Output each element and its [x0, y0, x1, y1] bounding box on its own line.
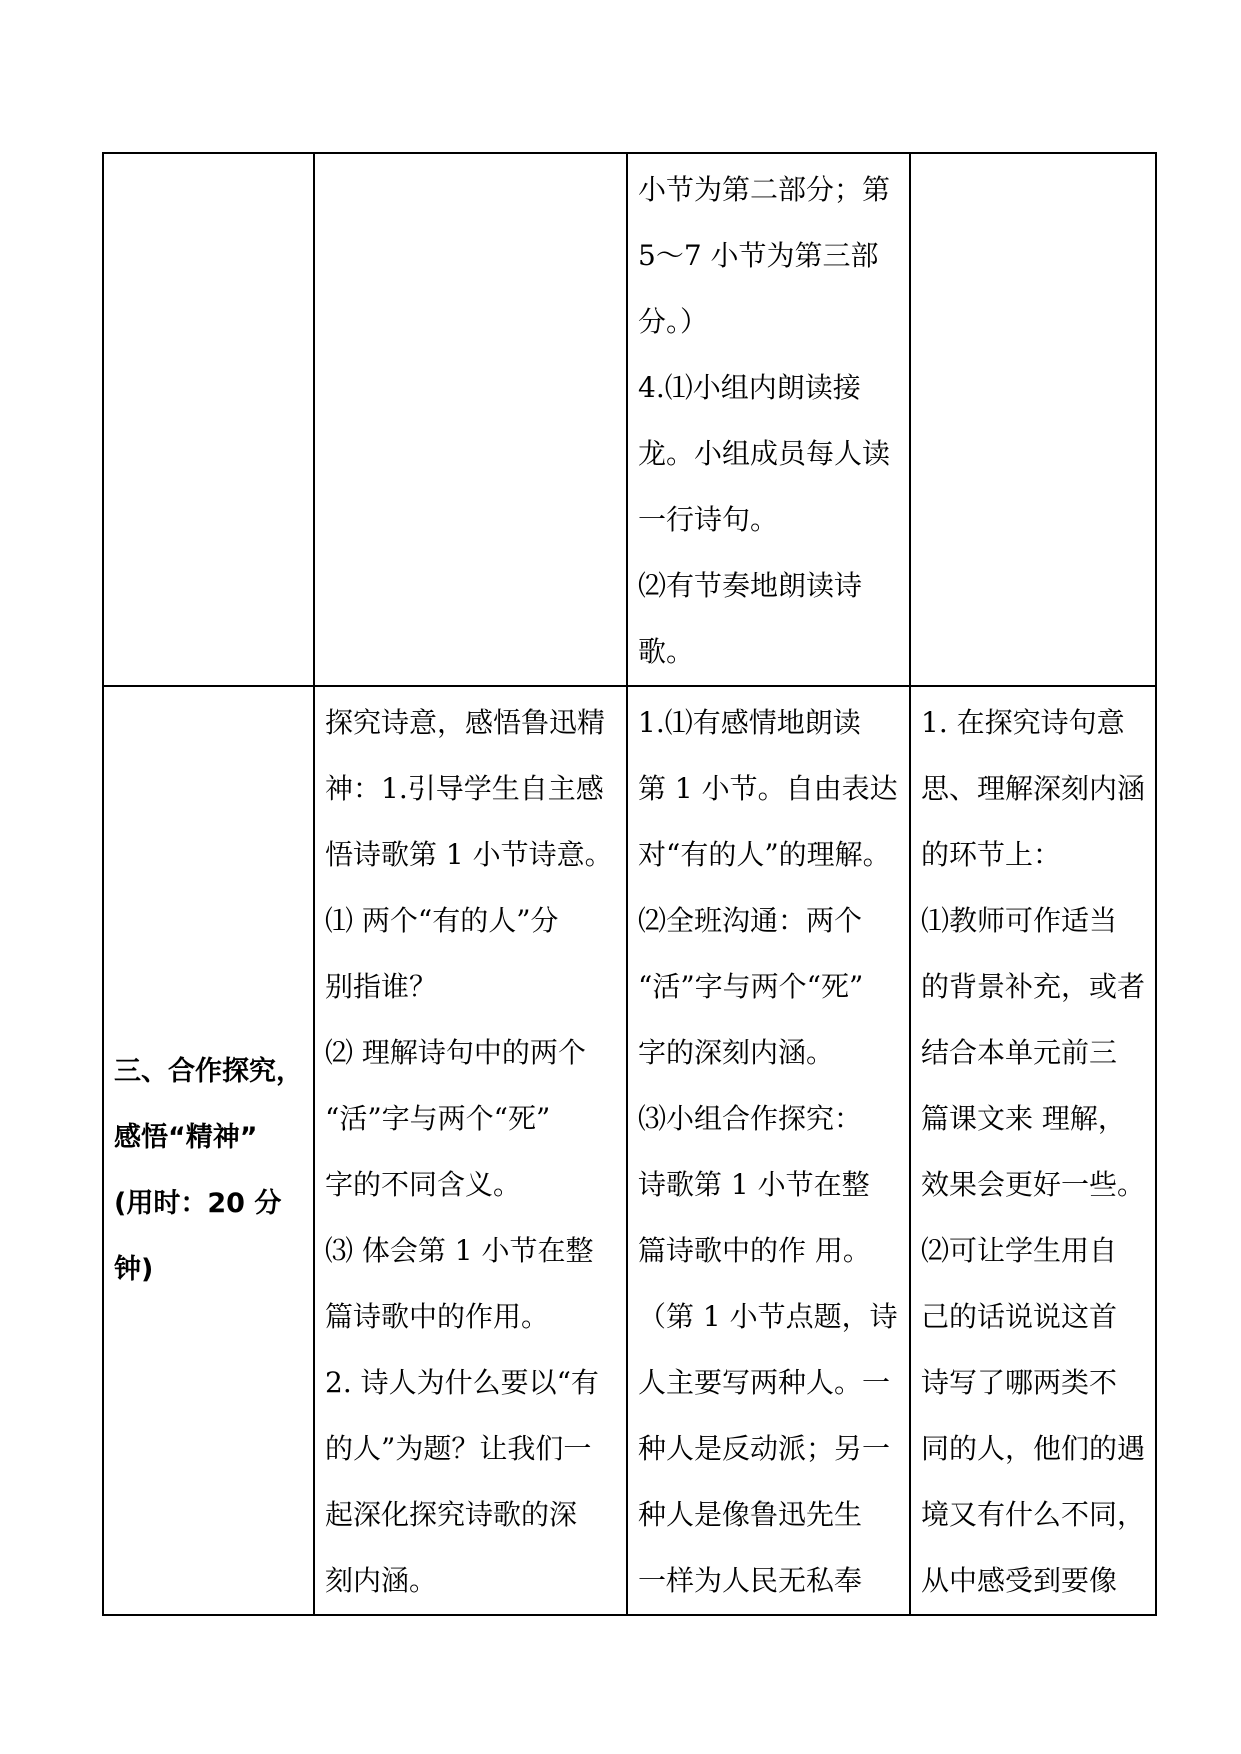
text-line: ⑶ 体会第 1 小节在整 — [325, 1234, 594, 1267]
table-cell-student-activity — [627, 153, 910, 686]
text-line: 三、合作探究， — [114, 1055, 303, 1087]
table-cell-teacher-activity — [314, 153, 627, 686]
text-line: 种人是反动派；另一 — [638, 1432, 891, 1465]
text-line: 神：1.引导学生自主感 — [325, 772, 604, 805]
text-line: 一样为人民无私奉 — [638, 1564, 863, 1597]
text-line: 1. 在探究诗句意 — [921, 706, 1125, 739]
text-line: 钟) — [114, 1253, 154, 1285]
table-cell-step — [103, 686, 314, 1615]
text-line: ⑴ 两个“有的人”分 — [325, 904, 559, 937]
text-line: 感悟“精神” — [114, 1121, 258, 1153]
text-line: 对“有的人”的理解。 — [638, 838, 891, 871]
text-line: 一行诗句。 — [638, 503, 779, 536]
text-line: ⑵ 理解诗句中的两个 — [325, 1036, 586, 1069]
text-line: 人主要写两种人。一 — [638, 1366, 891, 1399]
step-heading — [114, 1039, 303, 1303]
table-cell-notes — [910, 153, 1156, 686]
text-line: 第 1 小节。自由表达 — [638, 772, 898, 805]
text-line: 种人是像鲁迅先生 — [638, 1498, 863, 1531]
text-line: 悟诗歌第 1 小节诗意。 — [325, 838, 613, 871]
text-line: 篇诗歌中的作 用。 — [638, 1234, 871, 1267]
text-line: ⑴教师可作适当 — [921, 904, 1118, 937]
text-line: 小节为第二部分；第 — [638, 173, 891, 206]
text-line: “活”字与两个“死” — [325, 1102, 551, 1135]
text-line: 诗写了哪两类不 — [921, 1366, 1118, 1399]
text-line: 歌。 — [638, 635, 695, 668]
text-line: 结合本单元前三 — [921, 1036, 1118, 1069]
text-line: 龙。小组成员每人读 — [638, 437, 891, 470]
table-cell-step — [103, 153, 314, 686]
text-line: 的人”为题？让我们一 — [325, 1432, 592, 1465]
text-line: 4.⑴小组内朗读接 — [638, 371, 861, 404]
text-line: 分。） — [638, 305, 709, 338]
text-line: 字的不同含义。 — [325, 1168, 522, 1201]
text-line: 同的人，他们的遇 — [921, 1432, 1146, 1465]
text-line: 2. 诗人为什么要以“有 — [325, 1366, 599, 1399]
text-line: 1.⑴有感情地朗读 — [638, 706, 861, 739]
text-line: 从中感受到要像 — [921, 1564, 1118, 1597]
text-line: ⑵有节奏地朗读诗 — [638, 569, 863, 602]
text-line: ⑶小组合作探究： — [638, 1102, 863, 1135]
text-line: 探究诗意，感悟鲁迅精 — [325, 706, 606, 739]
lesson-plan-table — [102, 152, 1157, 1616]
text-line: （第 1 小节点题，诗 — [638, 1300, 898, 1333]
text-line: 诗歌第 1 小节在整 — [638, 1168, 870, 1201]
text-line: 的环节上： — [921, 838, 1062, 871]
table-row — [103, 153, 1156, 686]
text-line: ⑵可让学生用自 — [921, 1234, 1118, 1267]
text-line: 起深化探究诗歌的深 — [325, 1498, 578, 1531]
text-line: (用时：20 分 — [114, 1187, 282, 1219]
table-cell-notes — [910, 686, 1156, 1615]
table-row — [103, 686, 1156, 1615]
text-line: 己的话说说这首 — [921, 1300, 1118, 1333]
text-line: 5～7 小节为第三部 — [638, 239, 879, 272]
text-line: 篇诗歌中的作用。 — [325, 1300, 550, 1333]
text-line: 别指谁？ — [325, 970, 438, 1003]
text-line: 思、理解深刻内涵 — [921, 772, 1146, 805]
text-line: 字的深刻内涵。 — [638, 1036, 835, 1069]
text-line: ⑵全班沟通：两个 — [638, 904, 863, 937]
text-line: 效果会更好一些。 — [921, 1168, 1146, 1201]
text-line: 篇课文来 理解， — [921, 1102, 1126, 1135]
text-line: “活”字与两个“死” — [638, 970, 864, 1003]
text-line: 境又有什么不同， — [921, 1498, 1146, 1531]
table-cell-teacher-activity — [314, 686, 627, 1615]
table-cell-student-activity — [627, 686, 910, 1615]
text-line: 的背景补充，或者 — [921, 970, 1146, 1003]
text-line: 刻内涵。 — [325, 1564, 438, 1597]
